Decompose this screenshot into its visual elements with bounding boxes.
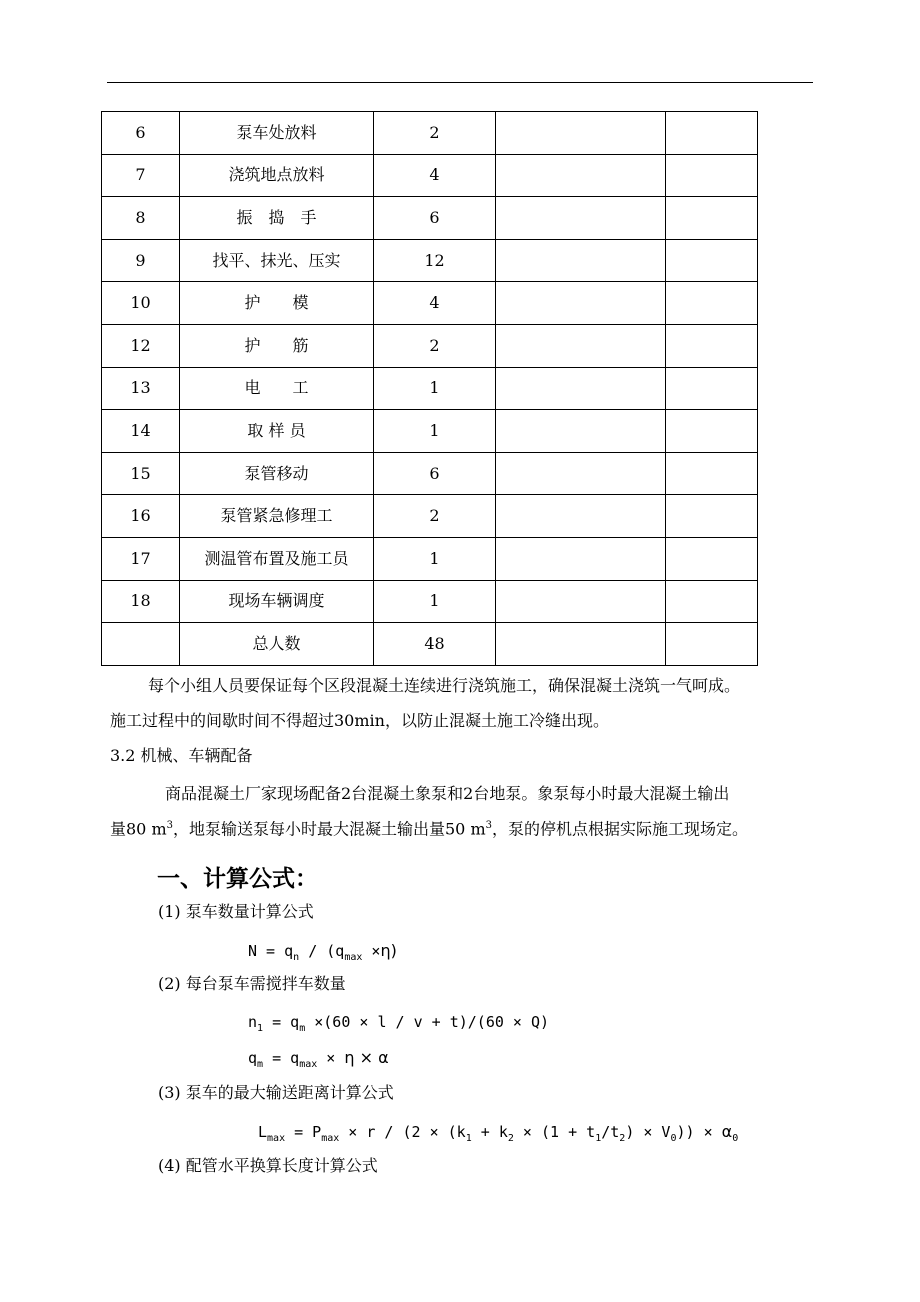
para1-line1: 每个小组人员要保证每个区段混凝土连续进行浇筑施工，确保混凝土浇筑一气呵成。 [148,676,741,695]
blank-cell [496,112,666,155]
count-cell: 2 [374,112,496,155]
table-row [102,495,758,538]
table-row [102,282,758,325]
row-number [102,623,180,666]
role-cell: 护 模 [180,282,374,325]
para1-line2: 施工过程中的间歇时间不得超过30min，以防止混凝土施工冷缝出现。 [110,711,609,730]
total-row [102,623,758,666]
blank-cell [496,623,666,666]
para2-line2: 量80 $m^3$，地泵输送泵每小时最大混凝土输出量50 $m^3$，泵的停机点根据实际施工现场定。 [110,819,749,839]
blank-cell [666,495,758,538]
row-number: 9 [102,239,180,282]
table-row [102,452,758,495]
blank-cell [666,239,758,282]
count-cell: 2 [374,495,496,538]
role-cell: 泵车处放料 [180,112,374,155]
count-cell: 1 [374,410,496,453]
role-cell: 找平、抹光、压实 [180,239,374,282]
blank-cell [666,112,758,155]
row-number: 14 [102,410,180,453]
table-row [102,197,758,240]
row-number: 8 [102,197,180,240]
row-number: 13 [102,367,180,410]
table-row [102,580,758,623]
section-title: 3.2 机械、车辆配备 [110,746,253,765]
staff-table [101,111,758,666]
blank-cell [666,324,758,367]
table-row [102,154,758,197]
blank-cell [666,623,758,666]
table-row [102,410,758,453]
table-row [102,537,758,580]
role-cell: 测温管布置及施工员 [180,537,374,580]
blank-cell [496,495,666,538]
role-cell: 总人数 [180,623,374,666]
row-number: 16 [102,495,180,538]
count-cell: 1 [374,537,496,580]
row-number: 10 [102,282,180,325]
table-row [102,324,758,367]
section-heading: 一、计算公式： [157,866,318,892]
role-cell: 泵管紧急修理工 [180,495,374,538]
blank-cell [496,239,666,282]
blank-cell [666,452,758,495]
table-row [102,239,758,282]
blank-cell [666,537,758,580]
role-cell: 现场车辆调度 [180,580,374,623]
row-number: 17 [102,537,180,580]
count-cell: 6 [374,452,496,495]
row-number: 6 [102,112,180,155]
blank-cell [496,154,666,197]
count-cell: 4 [374,154,496,197]
count-cell: 4 [374,282,496,325]
blank-cell [666,154,758,197]
row-number: 15 [102,452,180,495]
count-cell: 48 [374,623,496,666]
formula-mixer-count: $n_1 = q_m \times(60 \times l / v + t)/(60 \times Q)$ [248,1013,550,1034]
blank-cell [496,197,666,240]
count-cell: 12 [374,239,496,282]
blank-cell [666,197,758,240]
blank-cell [496,324,666,367]
para2-line1: 商品混凝土厂家现场配备2台混凝土象泵和2台地泵。象泵每小时最大混凝土输出 [165,784,730,803]
row-number: 18 [102,580,180,623]
role-cell: 泵管移动 [180,452,374,495]
item-4: (4) 配管水平换算长度计算公式 [158,1156,378,1175]
row-number: 12 [102,324,180,367]
blank-cell [666,367,758,410]
count-cell: 6 [374,197,496,240]
item-3: (3) 泵车的最大输送距离计算公式 [158,1083,394,1102]
role-cell: 振 捣 手 [180,197,374,240]
item-2: (2) 每台泵车需搅拌车数量 [158,974,346,993]
blank-cell [666,580,758,623]
role-cell: 取 样 员 [180,410,374,453]
blank-cell [496,410,666,453]
count-cell: 1 [374,580,496,623]
formula-qm: $q_m = q_{max} \times \eta \times \alpha$ [248,1048,389,1070]
blank-cell [496,580,666,623]
row-number: 7 [102,154,180,197]
blank-cell [666,282,758,325]
blank-cell [496,452,666,495]
count-cell: 1 [374,367,496,410]
blank-cell [496,282,666,325]
header-rule [107,82,813,83]
table-row [102,112,758,155]
staff-table-body [102,112,758,666]
formula-pump-count: $N = q_n / (q_{max} \times\eta)$ [248,941,397,963]
blank-cell [666,410,758,453]
blank-cell [496,537,666,580]
blank-cell [496,367,666,410]
formula-max-distance: $L_{max} = P_{max} \times r / (2 \times (k_1 + k_2 \times (1 + t_1/t_2) \times V_0)) \times \alpha_0$ [258,1122,739,1144]
role-cell: 护 筋 [180,324,374,367]
role-cell: 电 工 [180,367,374,410]
item-1: (1) 泵车数量计算公式 [158,902,314,921]
role-cell: 浇筑地点放料 [180,154,374,197]
count-cell: 2 [374,324,496,367]
table-row [102,367,758,410]
